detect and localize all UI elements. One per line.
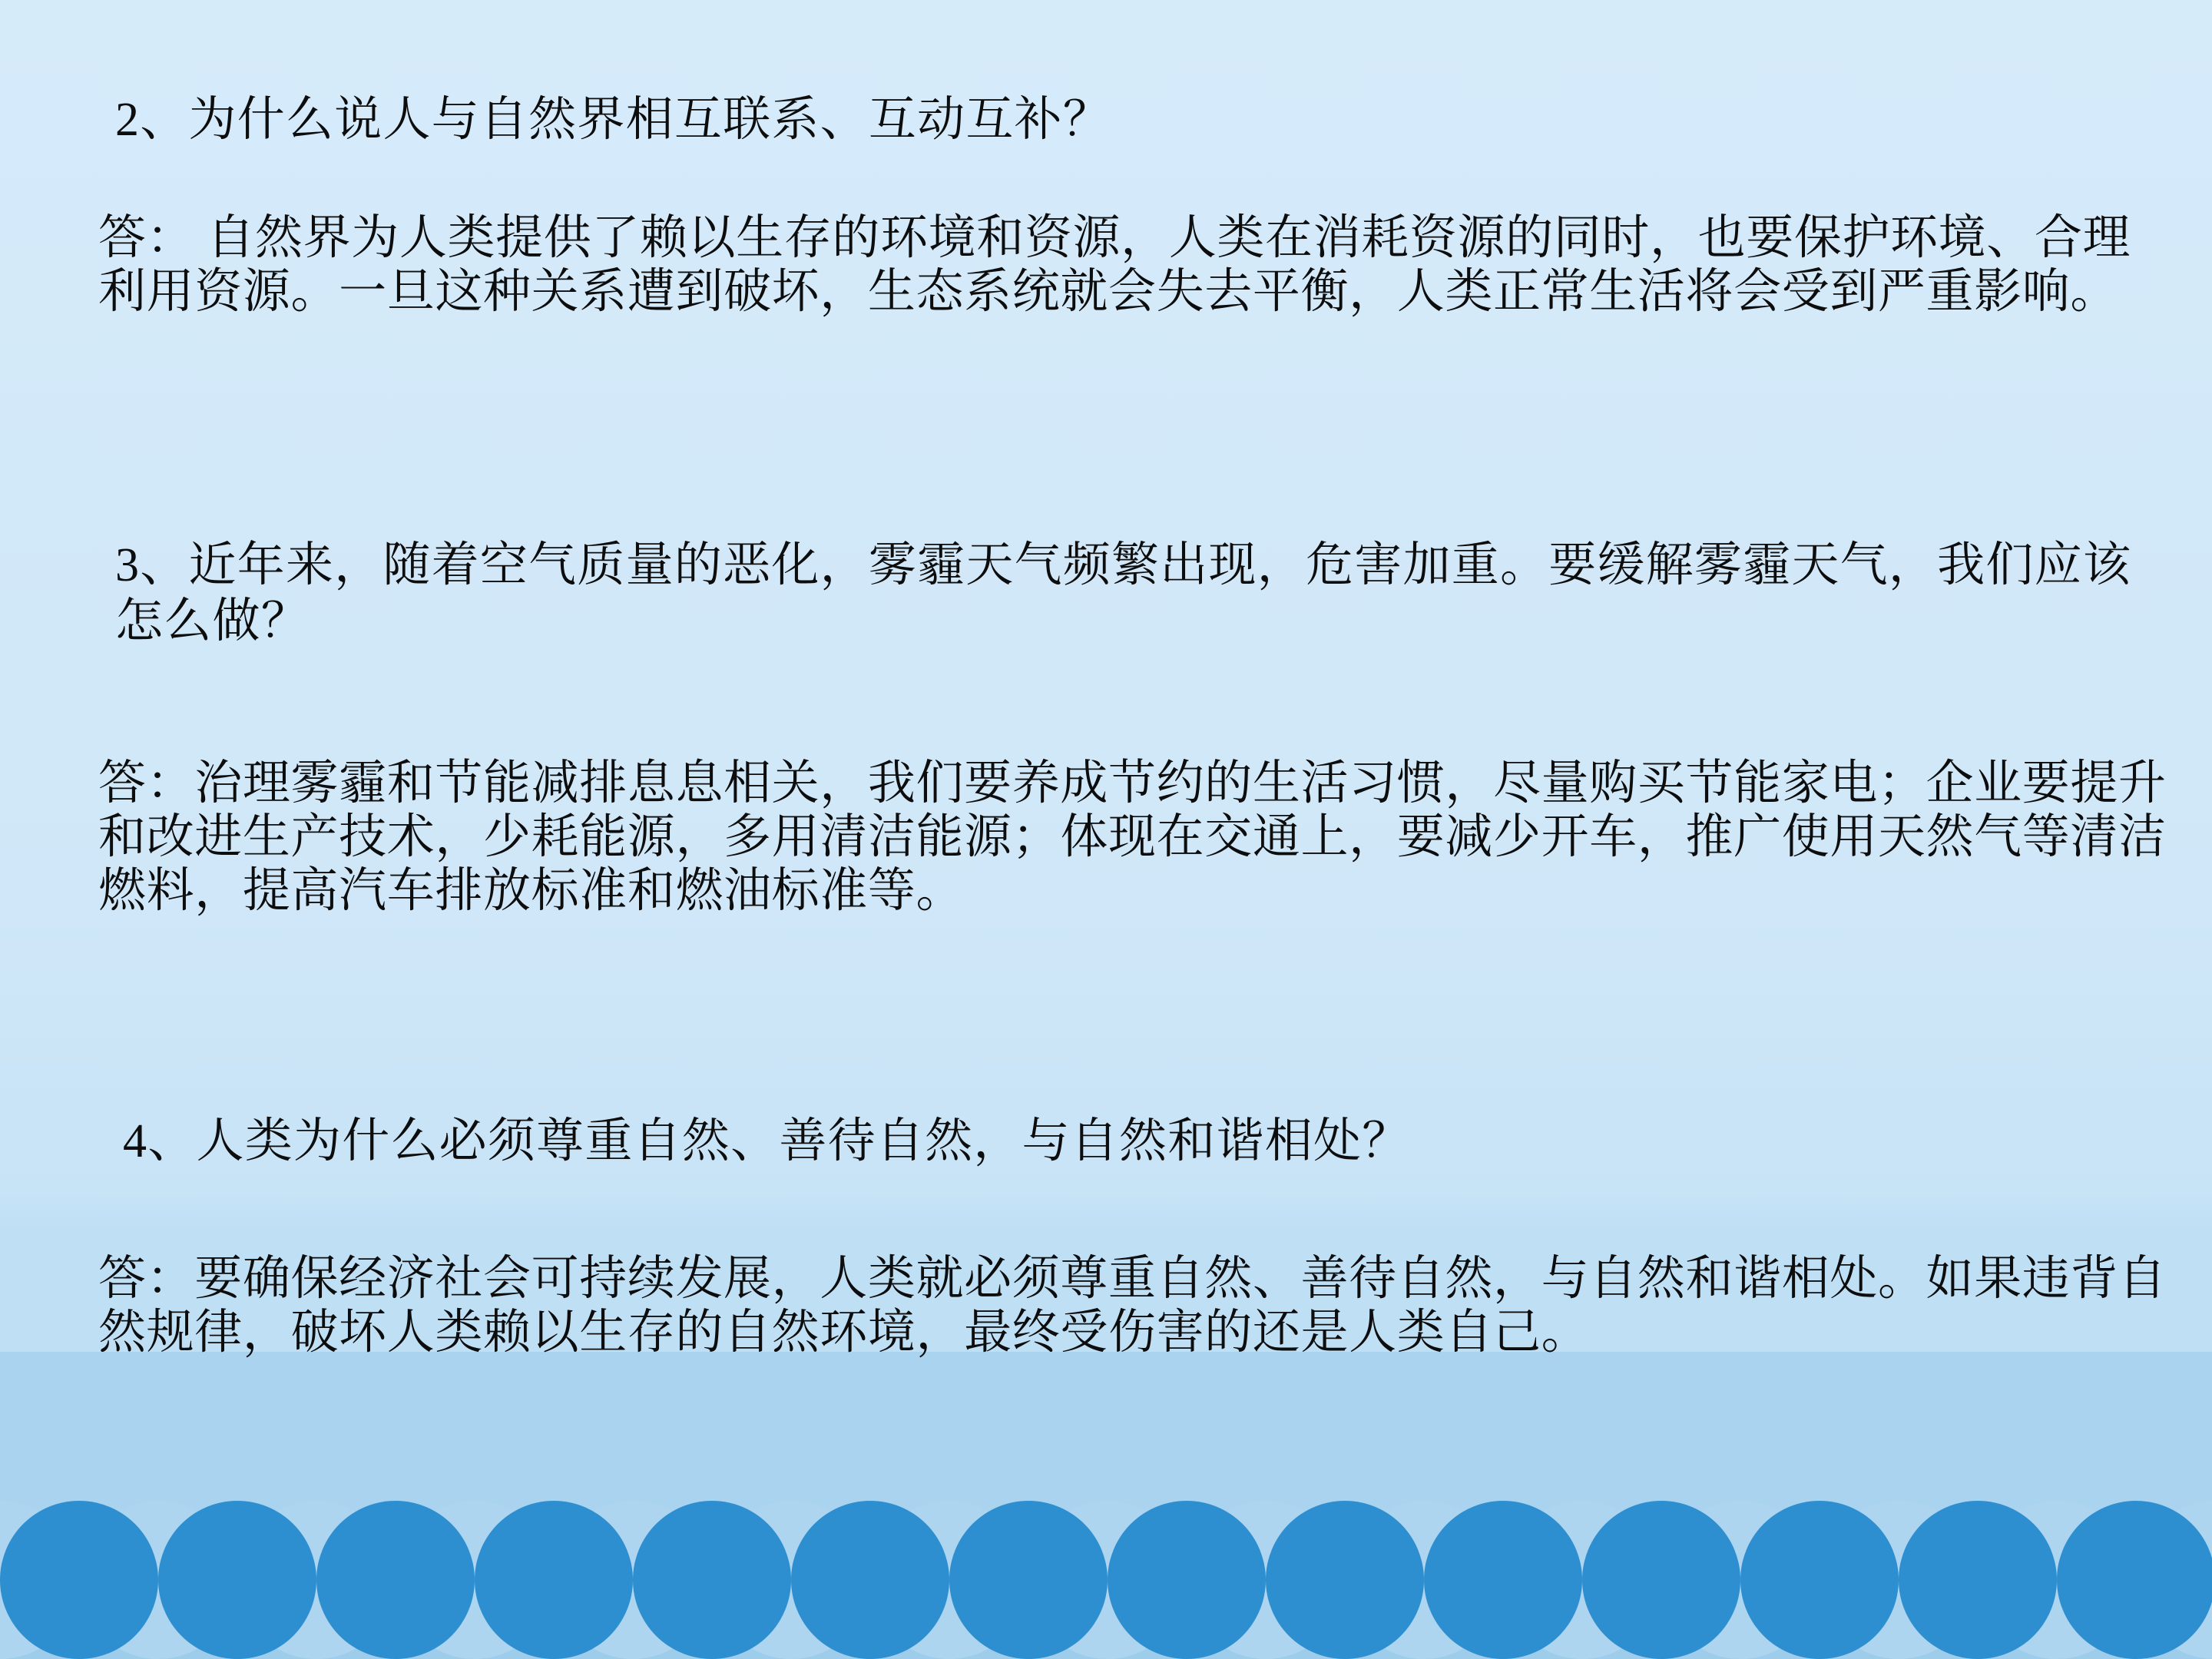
answer-4-text: 答：要确保经济社会可持续发展，人类就必须尊重自然、善待自然，与自然和谐相处。如果违背自然规律，破坏人类赖以生存的自然环境，最终受伤害的还是人类自己。 — [98, 1253, 2167, 1359]
scallop-row-front — [0, 1501, 2212, 1659]
answer-2-text: 答： 自然界为人类提供了赖以生存的环境和资源，人类在消耗资源的同时，也要保护环境、合理利用资源。一旦这种关系遭到破坏，生态系统就会失去平衡，人类正常生活将会受到严重影响。 — [98, 212, 2131, 319]
scallop-decoration — [0, 1482, 2212, 1659]
question-4-text: 4、人类为什么必须尊重自然、善待自然，与自然和谐相处？ — [123, 1115, 1411, 1167]
question-2-text: 2、为什么说人与自然界相互联系、互动互补？ — [115, 94, 1112, 146]
answer-3-text: 答：治理雾霾和节能减排息息相关，我们要养成节约的生活习惯，尽量购买节能家电；企业要提升和改进生产技术，少耗能源，多用清洁能源；体现在交通上，要减少开车，推广使用天然气等清洁燃料，提高汽车排放标准和燃油标准等。 — [98, 757, 2167, 918]
question-3-text: 3、近年来，随着空气质量的恶化，雾霾天气频繁出现，危害加重。要缓解雾霾天气，我们应该怎么做？ — [115, 539, 2132, 648]
